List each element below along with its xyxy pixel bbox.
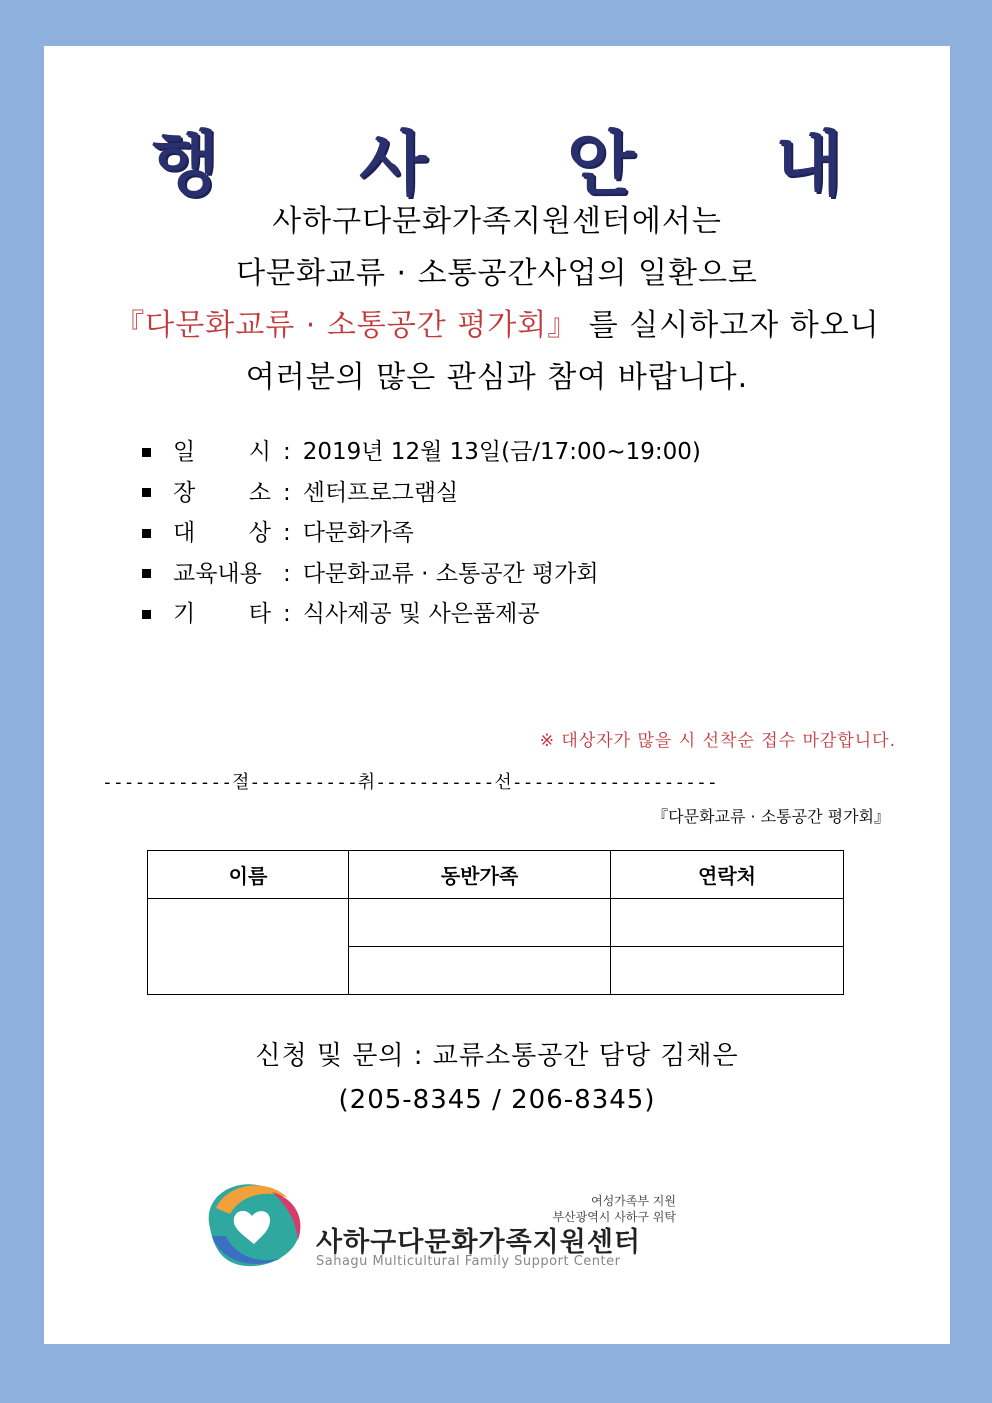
contact-line-1: 신청 및 문의 : 교류소통공간 담당 김채은 (255, 1041, 739, 1071)
detail-row-date: 일 시 : 2019년 12월 13일(금/17:00~19:00) (142, 432, 701, 473)
bullet-icon (142, 610, 151, 619)
form-title: 『다문화교류 · 소통공간 평가회』 (652, 807, 890, 826)
logo-sub-1: 여성가족부 지원 (591, 1194, 676, 1208)
intro-line-1: 사하구다문화가족지원센터에서는 (272, 204, 722, 239)
detail-value: 식사제공 및 사은품제공 (302, 601, 540, 627)
name-cell[interactable] (148, 899, 349, 995)
detail-value: 2019년 12월 13일(금/17:00~19:00) (302, 439, 701, 465)
poster-page (44, 46, 950, 1344)
detail-row-content: 교육내용 : 다문화교류 · 소통공간 평가회 (142, 554, 701, 595)
phone-cell[interactable] (611, 899, 844, 947)
table-row (148, 899, 844, 947)
family-cell[interactable] (349, 899, 611, 947)
detail-label: 교육내용 (173, 560, 262, 587)
detail-value: 센터프로그램실 (302, 479, 459, 506)
detail-row-place: 장 소 : 센터프로그램실 (142, 473, 701, 514)
event-details (142, 432, 701, 635)
logo-sub-2: 부산광역시 사하구 위탁 (552, 1210, 676, 1224)
detail-row-other: 기 타 : 식사제공 및 사은품제공 (142, 594, 701, 635)
table-header-row (148, 851, 844, 899)
intro-text (44, 196, 950, 404)
detail-label: 일 시 (173, 439, 271, 465)
contact-phone: (205-8345 / 206-8345) (338, 1085, 656, 1115)
intro-line-2: 다문화교류 · 소통공간사업의 일환으로 (236, 256, 758, 291)
intro-line-4: 여러분의 많은 관심과 참여 바랍니다. (245, 360, 749, 395)
intro-line-3 (44, 300, 950, 352)
detail-label: 장 소 (173, 479, 271, 506)
detail-value: 다문화가족 (302, 520, 414, 546)
header-name: 이름 (148, 851, 349, 899)
intro-line-3-rest: 를 실시하고자 하오니 (588, 308, 880, 343)
phone-cell[interactable] (611, 947, 844, 995)
detail-value: 다문화교류 · 소통공간 평가회 (302, 560, 599, 587)
bullet-icon (142, 448, 151, 457)
logo-name: 사하구다문화가족지원센터 (316, 1227, 641, 1258)
bullet-icon (142, 529, 151, 538)
detail-label: 기 타 (173, 601, 271, 627)
logo-english: Sahagu Multicultural Family Support Center (316, 1254, 621, 1269)
poster-title: 행 사 안 내 (151, 123, 901, 205)
family-cell[interactable] (349, 947, 611, 995)
header-phone: 연락처 (611, 851, 844, 899)
detail-label: 대 상 (173, 520, 271, 546)
bullet-icon (142, 569, 151, 578)
center-logo (202, 1178, 762, 1278)
heart-logo-icon (202, 1178, 306, 1270)
contact-info (44, 1034, 950, 1122)
bullet-icon (142, 488, 151, 497)
cut-line: ------------절----------취-----------선------------------- (102, 772, 718, 793)
detail-row-target: 대 상 : 다문화가족 (142, 513, 701, 554)
header-family: 동반가족 (349, 851, 611, 899)
event-name-highlight: 『다문화교류 · 소통공간 평가회』 (114, 308, 579, 343)
registration-table (147, 850, 844, 995)
first-come-notice: ※ 대상자가 많을 시 선착순 접수 마감합니다. (539, 731, 896, 751)
